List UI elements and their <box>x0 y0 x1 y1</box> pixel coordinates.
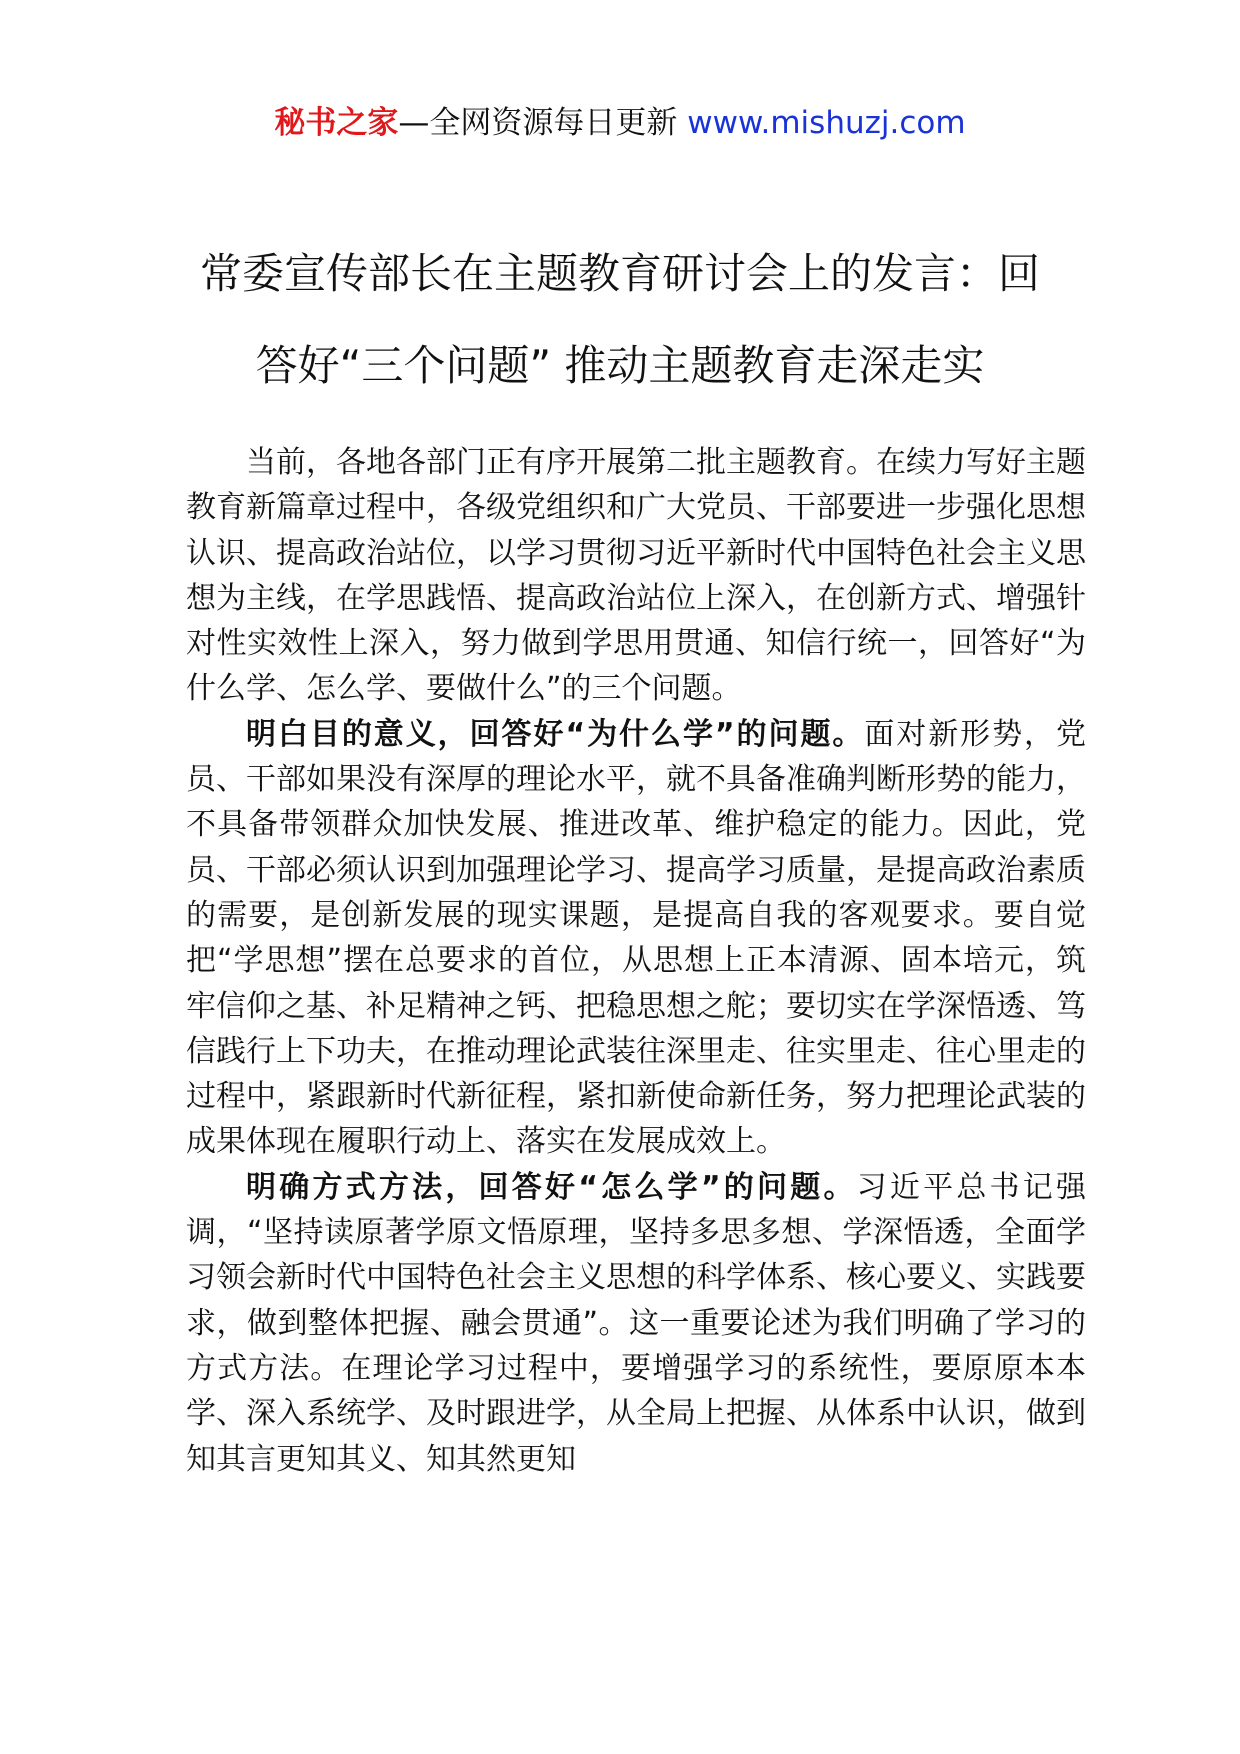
site-name: 秘书之家 <box>274 105 399 141</box>
document-body <box>186 440 1086 1482</box>
site-header <box>0 100 1240 146</box>
document-title <box>150 228 1090 412</box>
paragraph-text: 面对新形势，党员、干部如果没有深厚的理论水平，就不具备准确判断形势的能力，不具备带领群众加快发展、推进改革、维护稳定的能力。因此，党员、干部必须认识到加强理论学习、提高学习质量，是提高政治素质的需要，是创新发展的现实课题，是提高自我的客观要求。要自觉把“学思想”摆在总要求的首位，从思想上正本清源、固本培元，筑牢信仰之基、补足精神之钙、把稳思想之舵；要切实在学深悟透、笃信践行上下功夫，在推动理论武装往深里走、往实里走、往心里走的过程中，紧跟新时代新征程，紧扣新使命新任务，努力把理论武装的成果体现在履职行动上、落实在发展成效上。 <box>186 716 1086 1160</box>
site-url-link[interactable]: www.mishuzj.com <box>687 105 966 141</box>
paragraph-section-why <box>186 712 1086 1165</box>
paragraph-lead-in: 明确方式方法，回答好“怎么学”的问题。 <box>246 1169 857 1205</box>
paragraph-text: 当前，各地各部门正有序开展第二批主题教育。在续力写好主题教育新篇章过程中，各级党组织和广大党员、干部要进一步强化思想认识、提高政治站位，以学习贯彻习近平新时代中国特色社会主义思想为主线，在学思践悟、提高政治站位上深入，在创新方式、增强针对性实效性上深入，努力做到学思用贯通、知信行统一，回答好“为什么学、怎么学、要做什么”的三个问题。 <box>186 445 1086 707</box>
title-line-2: 答好“三个问题” 推动主题教育走深走实 <box>255 341 985 390</box>
paragraph-intro <box>186 440 1086 712</box>
paragraph-text: 习近平总书记强调，“坚持读原著学原文悟原理，坚持多思多想、学深悟透，全面学习领会新时代中国特色社会主义思想的科学体系、核心要义、实践要求，做到整体把握、融会贯通”。这一重要论述为我们明确了学习的方式方法。在理论学习过程中，要增强学习的系统性，要原原本本学、深入系统学、及时跟进学，从全局上把握、从体系中认识，做到知其言更知其义、知其然更知 <box>186 1169 1087 1477</box>
paragraph-lead-in: 明白目的意义，回答好“为什么学”的问题。 <box>246 716 865 752</box>
site-tagline: —全网资源每日更新 <box>398 105 678 141</box>
paragraph-section-how <box>186 1165 1086 1482</box>
title-line-1: 常委宣传部长在主题教育研讨会上的发言：回 <box>199 249 1040 298</box>
